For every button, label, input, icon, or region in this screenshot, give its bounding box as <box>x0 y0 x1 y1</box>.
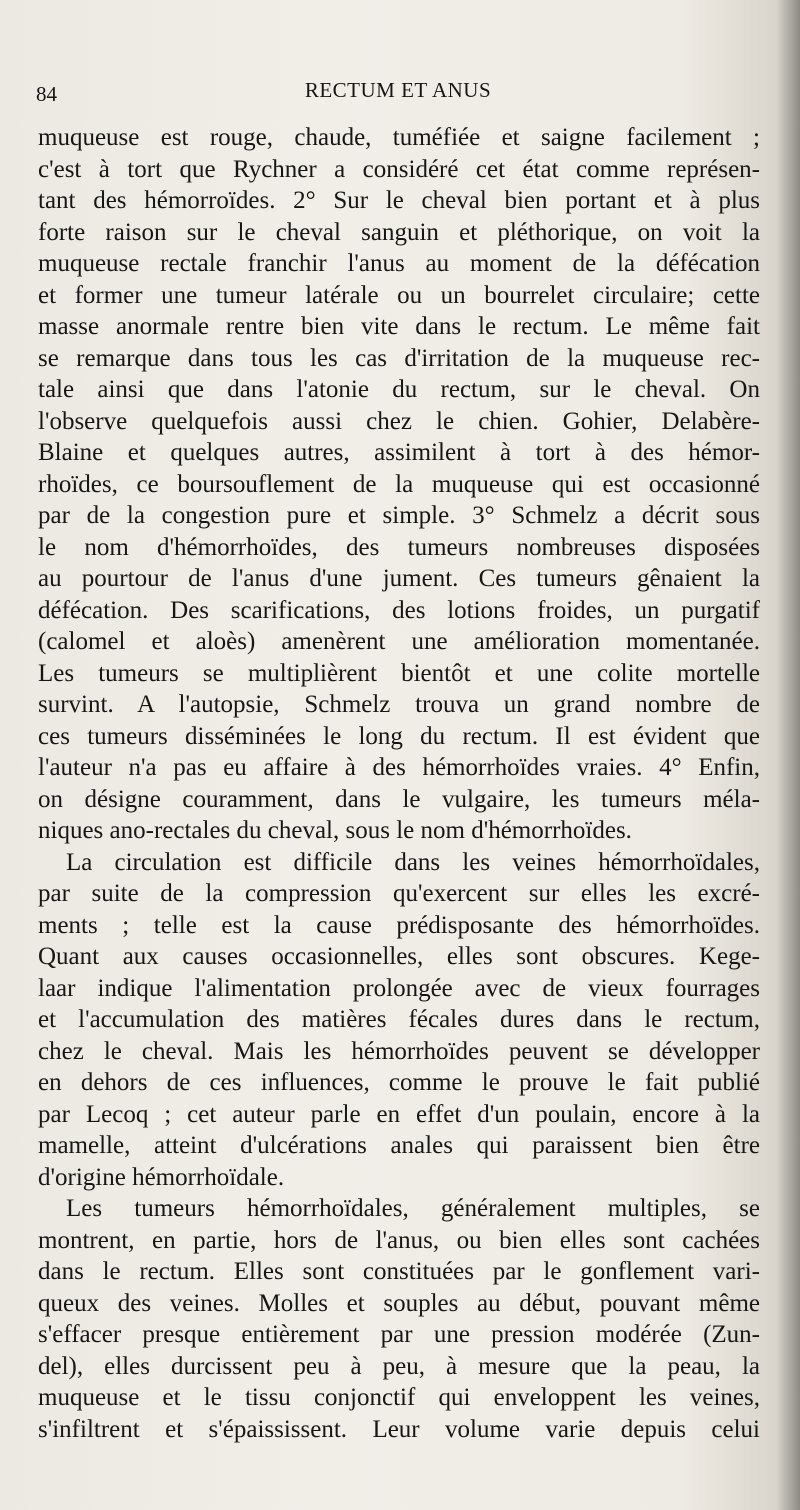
text-line: dans le rectum. Elles sont constituées par le gonflement vari- <box>38 1258 760 1285</box>
text-line: tant des hémorroïdes. 2° Sur le cheval bien portant et à plus <box>38 187 760 214</box>
text-line: forte raison sur le cheval sanguin et pléthorique, on voit la <box>38 218 760 246</box>
text-line: c'est à tort que Rychner a considéré cet état comme représen- <box>38 155 760 183</box>
text-line: survint. A l'autopsie, Schmelz trouva un grand nombre de <box>38 691 760 718</box>
text-line: se remarque dans tous les cas d'irritation de la muqueuse rec- <box>38 344 760 372</box>
text-line: muqueuse et le tissu conjonctif qui enveloppent les veines, <box>38 1384 760 1411</box>
text-line: par suite de la compression qu'exercent sur elles les excré- <box>38 880 760 907</box>
text-line: tale ainsi que dans l'atonie du rectum, sur le cheval. On <box>38 376 760 403</box>
body-text <box>38 122 760 1445</box>
text-line: chez le cheval. Mais les hémorrhoïdes peuvent se développer <box>38 1037 760 1065</box>
text-line: défécation. Des scarifications, des lotions froides, un purgatif <box>38 596 760 624</box>
text-line: niques ano-rectales du cheval, sous le nom d'hémorrhoïdes. <box>38 817 632 844</box>
text-line: Les tumeurs hémorrhoïdales, généralement multiples, se <box>66 1195 760 1222</box>
running-title: RECTUM ET ANUS <box>304 78 492 102</box>
text-line: d'origine hémorrhoïdale. <box>38 1163 285 1191</box>
text-line: muqueuse rectale franchir l'anus au moment de la défécation <box>38 250 760 277</box>
text-line: montrent, en partie, hors de l'anus, ou bien elles sont cachées <box>38 1226 760 1254</box>
text-line: Quant aux causes occasionnelles, elles sont obscures. Kege- <box>38 943 760 970</box>
text-line: le nom d'hémorrhoïdes, des tumeurs nombreuses disposées <box>38 533 760 561</box>
text-line: et former une tumeur latérale ou un bourrelet circulaire; cette <box>38 281 760 309</box>
text-line: au pourtour de l'anus d'une jument. Ces tumeurs gênaient la <box>38 565 760 592</box>
text-line: muqueuse est rouge, chaude, tuméfiée et saigne facilement ; <box>38 124 760 151</box>
text-line: Les tumeurs se multiplièrent bientôt et une colite mortelle <box>38 659 760 687</box>
text-line: masse anormale rentre bien vite dans le rectum. Le même fait <box>38 313 760 340</box>
text-line: s'effacer presque entièrement par une pression modérée (Zun- <box>38 1321 760 1348</box>
running-head <box>36 78 760 108</box>
text-line: on désigne couramment, dans le vulgaire, les tumeurs méla- <box>38 785 760 813</box>
text-line: l'auteur n'a pas eu affaire à des hémorrhoïdes vraies. 4° Enfin, <box>38 754 760 781</box>
text-line: mamelle, atteint d'ulcérations anales qui paraissent bien être <box>38 1132 760 1159</box>
text-line: La circulation est difficile dans les veines hémorrhoïdales, <box>66 848 760 876</box>
text-line: en dehors de ces influences, comme le prouve le fait publié <box>38 1069 760 1096</box>
text-line: s'infiltrent et s'épaississent. Leur volume varie depuis celui <box>38 1415 760 1443</box>
text-line: par de la congestion pure et simple. 3° Schmelz a décrit sous <box>38 502 760 529</box>
page-number: 84 <box>36 82 57 106</box>
text-line: laar indique l'alimentation prolongée avec de vieux fourrages <box>38 974 760 1002</box>
text-line: et l'accumulation des matières fécales dures dans le rectum, <box>38 1006 760 1033</box>
text-line: l'observe quelquefois aussi chez le chien. Gohier, Delabère- <box>38 407 760 435</box>
text-line: del), elles durcissent peu à peu, à mesure que la peau, la <box>38 1352 760 1380</box>
text-line: Blaine et quelques autres, assimilent à tort à des hémor- <box>38 439 760 466</box>
text-line: rhoïdes, ce boursouflement de la muqueuse qui est occasionné <box>38 470 760 498</box>
text-line: ces tumeurs disséminées le long du rectum. Il est évident que <box>38 722 760 750</box>
text-line: queux des veines. Molles et souples au début, pouvant même <box>38 1289 760 1317</box>
text-line: (calomel et aloès) amenèrent une amélioration momentanée. <box>38 628 760 655</box>
text-line: par Lecoq ; cet auteur parle en effet d'un poulain, encore à la <box>38 1100 760 1128</box>
text-line: ments ; telle est la cause prédisposante des hémorrhoïdes. <box>38 911 760 939</box>
